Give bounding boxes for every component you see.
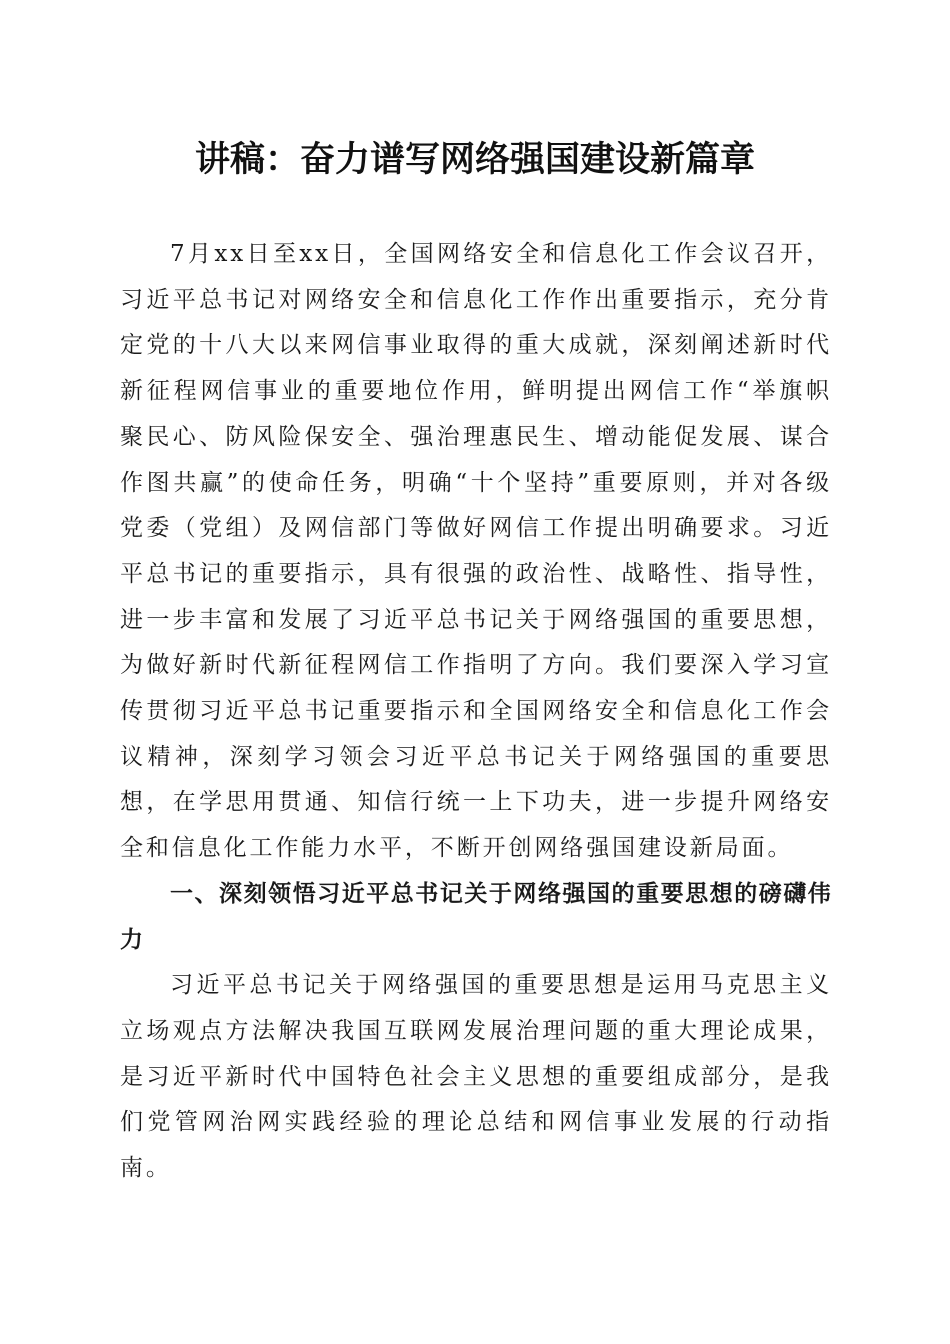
section-1-paragraph: 习近平总书记关于网络强国的重要思想是运用马克思主义立场观点方法解决我国互联网发展治理问题的重大理论成果，是习近平新时代中国特色社会主义思想的重要组成部分，是我们党管网治网实践经验的理论总结和网信事业发展的行动指南。	[120, 972, 832, 1182]
section-heading-1: 一、深刻领悟习近平总书记关于网络强国的重要思想的磅礴伟力	[120, 880, 832, 953]
document-title: 讲稿：奋力谱写网络强国建设新篇章	[194, 139, 755, 180]
intro-paragraph: 7月xx日至xx日，全国网络安全和信息化工作会议召开，习近平总书记对网络安全和信息化工作作出重要指示，充分肯定党的十八大以来网信事业取得的重大成就，深刻阐述新时代新征程网信事业的重要地位作用，鲜明提出网信工作“举旗帜聚民心、防风险保安全、强治理惠民生、增动能促发展、谋合作图共赢”的使命任务，明确“十个坚持”重要原则，并对各级党委（党组）及网信部门等做好网信工作提出明确要求。习近平总书记的重要指示，具有很强的政治性、战略性、指导性，进一步丰富和发展了习近平总书记关于网络强国的重要思想，为做好新时代新征程网信工作指明了方向。我们要深入学习宣传贯彻习近平总书记重要指示和全国网络安全和信息化工作会议精神，深刻学习领会习近平总书记关于网络强国的重要思想，在学思用贯通、知信行统一上下功夫，进一步提升网络安全和信息化工作能力水平，不断开创网络强国建设新局面。	[120, 241, 832, 862]
document-body	[120, 232, 832, 1192]
